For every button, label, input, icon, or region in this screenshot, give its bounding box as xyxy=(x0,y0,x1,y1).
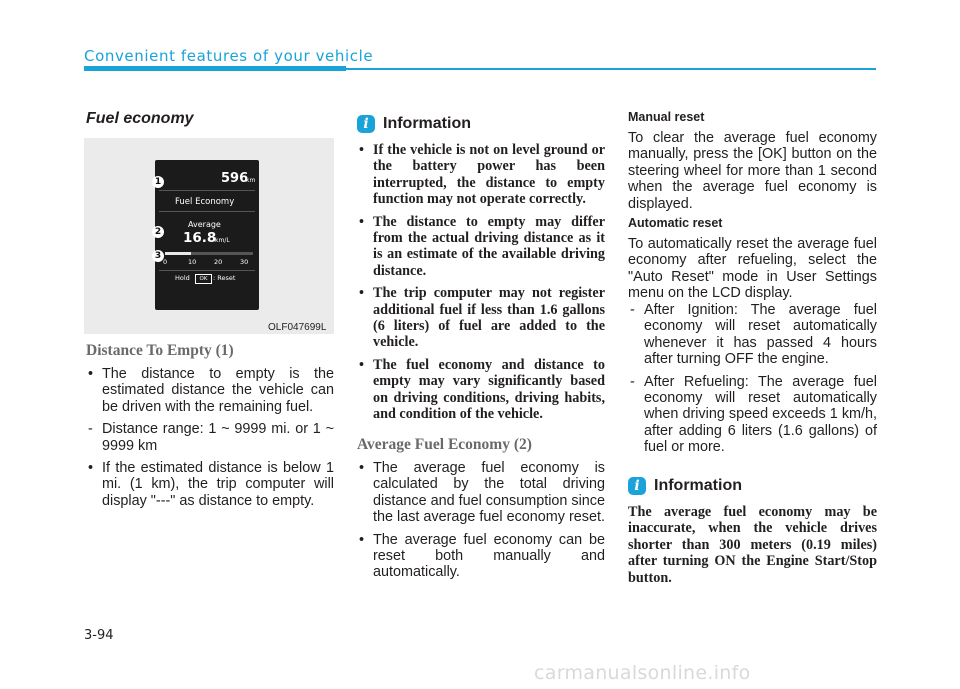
scale-tick-label: 20 xyxy=(214,258,223,266)
callout-marker-3: 3 xyxy=(152,250,164,262)
avg-list xyxy=(357,460,605,587)
display-divider xyxy=(159,190,255,191)
gauge-scale xyxy=(165,252,253,255)
range-unit: km xyxy=(246,177,256,184)
avg-heading: Average Fuel Economy (2) xyxy=(357,436,532,453)
list-item: • If the estimated distance is below 1 mi. (1 km), the trip computer will display "---" as distance to empty. xyxy=(86,460,334,509)
scale-tick-label: 30 xyxy=(240,258,249,266)
page-title: Fuel economy xyxy=(86,110,194,127)
figure-code: OLF047699L xyxy=(268,322,327,333)
watermark: carmanualsonline.info xyxy=(534,662,751,684)
info-icon: i xyxy=(357,115,375,133)
info-box-header xyxy=(628,477,742,495)
scale-tick-label: 10 xyxy=(188,258,197,266)
auto-reset-list xyxy=(628,302,877,462)
ok-key-badge: OK xyxy=(195,274,212,284)
info-label: Information xyxy=(654,477,742,494)
callout-marker-2: 2 xyxy=(152,226,164,238)
average-label: Average xyxy=(188,220,221,229)
list-item: • If the vehicle is not on level ground or the battery power has been interrupted, the distance to empty function may not operate correctly. xyxy=(357,142,605,208)
info-text: The average fuel economy may be inaccurate, when the vehicle drives shorter than 300 meters (0.19 miles) after turning ON the Engine Start/Stop button. xyxy=(628,504,877,586)
cluster-figure xyxy=(84,138,334,334)
section-header-title: Convenient features of your vehicle xyxy=(84,47,374,65)
mode-title: Fuel Economy xyxy=(175,197,235,207)
page-number: 3-94 xyxy=(84,628,114,643)
dte-heading: Distance To Empty (1) xyxy=(86,342,234,359)
auto-reset-text: To automatically reset the average fuel economy after refueling, select the "Auto Reset" mode in User Settings menu on the LCD display. xyxy=(628,236,877,302)
list-item: - After Ignition: The average fuel economy will reset automatically whenever it has passed 4 hours after turning OFF the engine. xyxy=(628,302,877,368)
display-divider xyxy=(159,270,255,271)
list-item: • The distance to empty may differ from the actual driving distance as it is an estimate of the available driving distance. xyxy=(357,214,605,280)
auto-reset-heading: Automatic reset xyxy=(628,216,723,230)
average-unit: km/L xyxy=(215,237,230,244)
callout-marker-1: 1 xyxy=(152,176,164,188)
gauge-fill xyxy=(165,252,191,255)
list-item: • The trip computer may not register additional fuel if less than 1.6 gallons (6 liters) of fuel are added to the vehicle. xyxy=(357,285,605,351)
display-divider xyxy=(159,211,255,212)
header-rule xyxy=(346,68,876,70)
list-item: • The average fuel economy can be reset both manually and automatically. xyxy=(357,532,605,581)
header-accent-bar xyxy=(84,66,346,71)
manual-reset-heading: Manual reset xyxy=(628,110,705,124)
list-item: • The average fuel economy is calculated by the total driving distance and fuel consumption since the last average fuel economy reset. xyxy=(357,460,605,526)
manual-reset-text: To clear the average fuel economy manually, press the [OK] button on the steering wheel for more than 1 second when the average fuel economy is displayed. xyxy=(628,130,877,212)
cluster-display xyxy=(155,160,259,310)
scale-tick-label: 0 xyxy=(163,258,168,266)
list-item: • The fuel economy and distance to empty may vary significantly based on driving conditions, driving habits, and condition of the vehicle. xyxy=(357,357,605,423)
list-item: • The distance to empty is the estimated distance the vehicle can be driven with the remaining fuel. xyxy=(86,366,334,415)
average-value: 16.8 xyxy=(183,230,217,246)
hold-prefix: Hold xyxy=(175,274,190,282)
dte-list xyxy=(86,366,334,515)
hold-suffix: : Reset xyxy=(213,274,236,282)
range-value: 596 xyxy=(221,171,249,186)
list-item: - After Refueling: The average fuel economy will reset automatically when driving speed exceeds 1 km/h, after adding 6 liters (1.6 gallons) of fuel or more. xyxy=(628,374,877,456)
list-item: - Distance range: 1 ~ 9999 mi. or 1 ~ 9999 km xyxy=(86,421,334,454)
info-box-header xyxy=(357,115,471,133)
info-label: Information xyxy=(383,115,471,132)
info-icon: i xyxy=(628,477,646,495)
info-list xyxy=(357,142,605,429)
